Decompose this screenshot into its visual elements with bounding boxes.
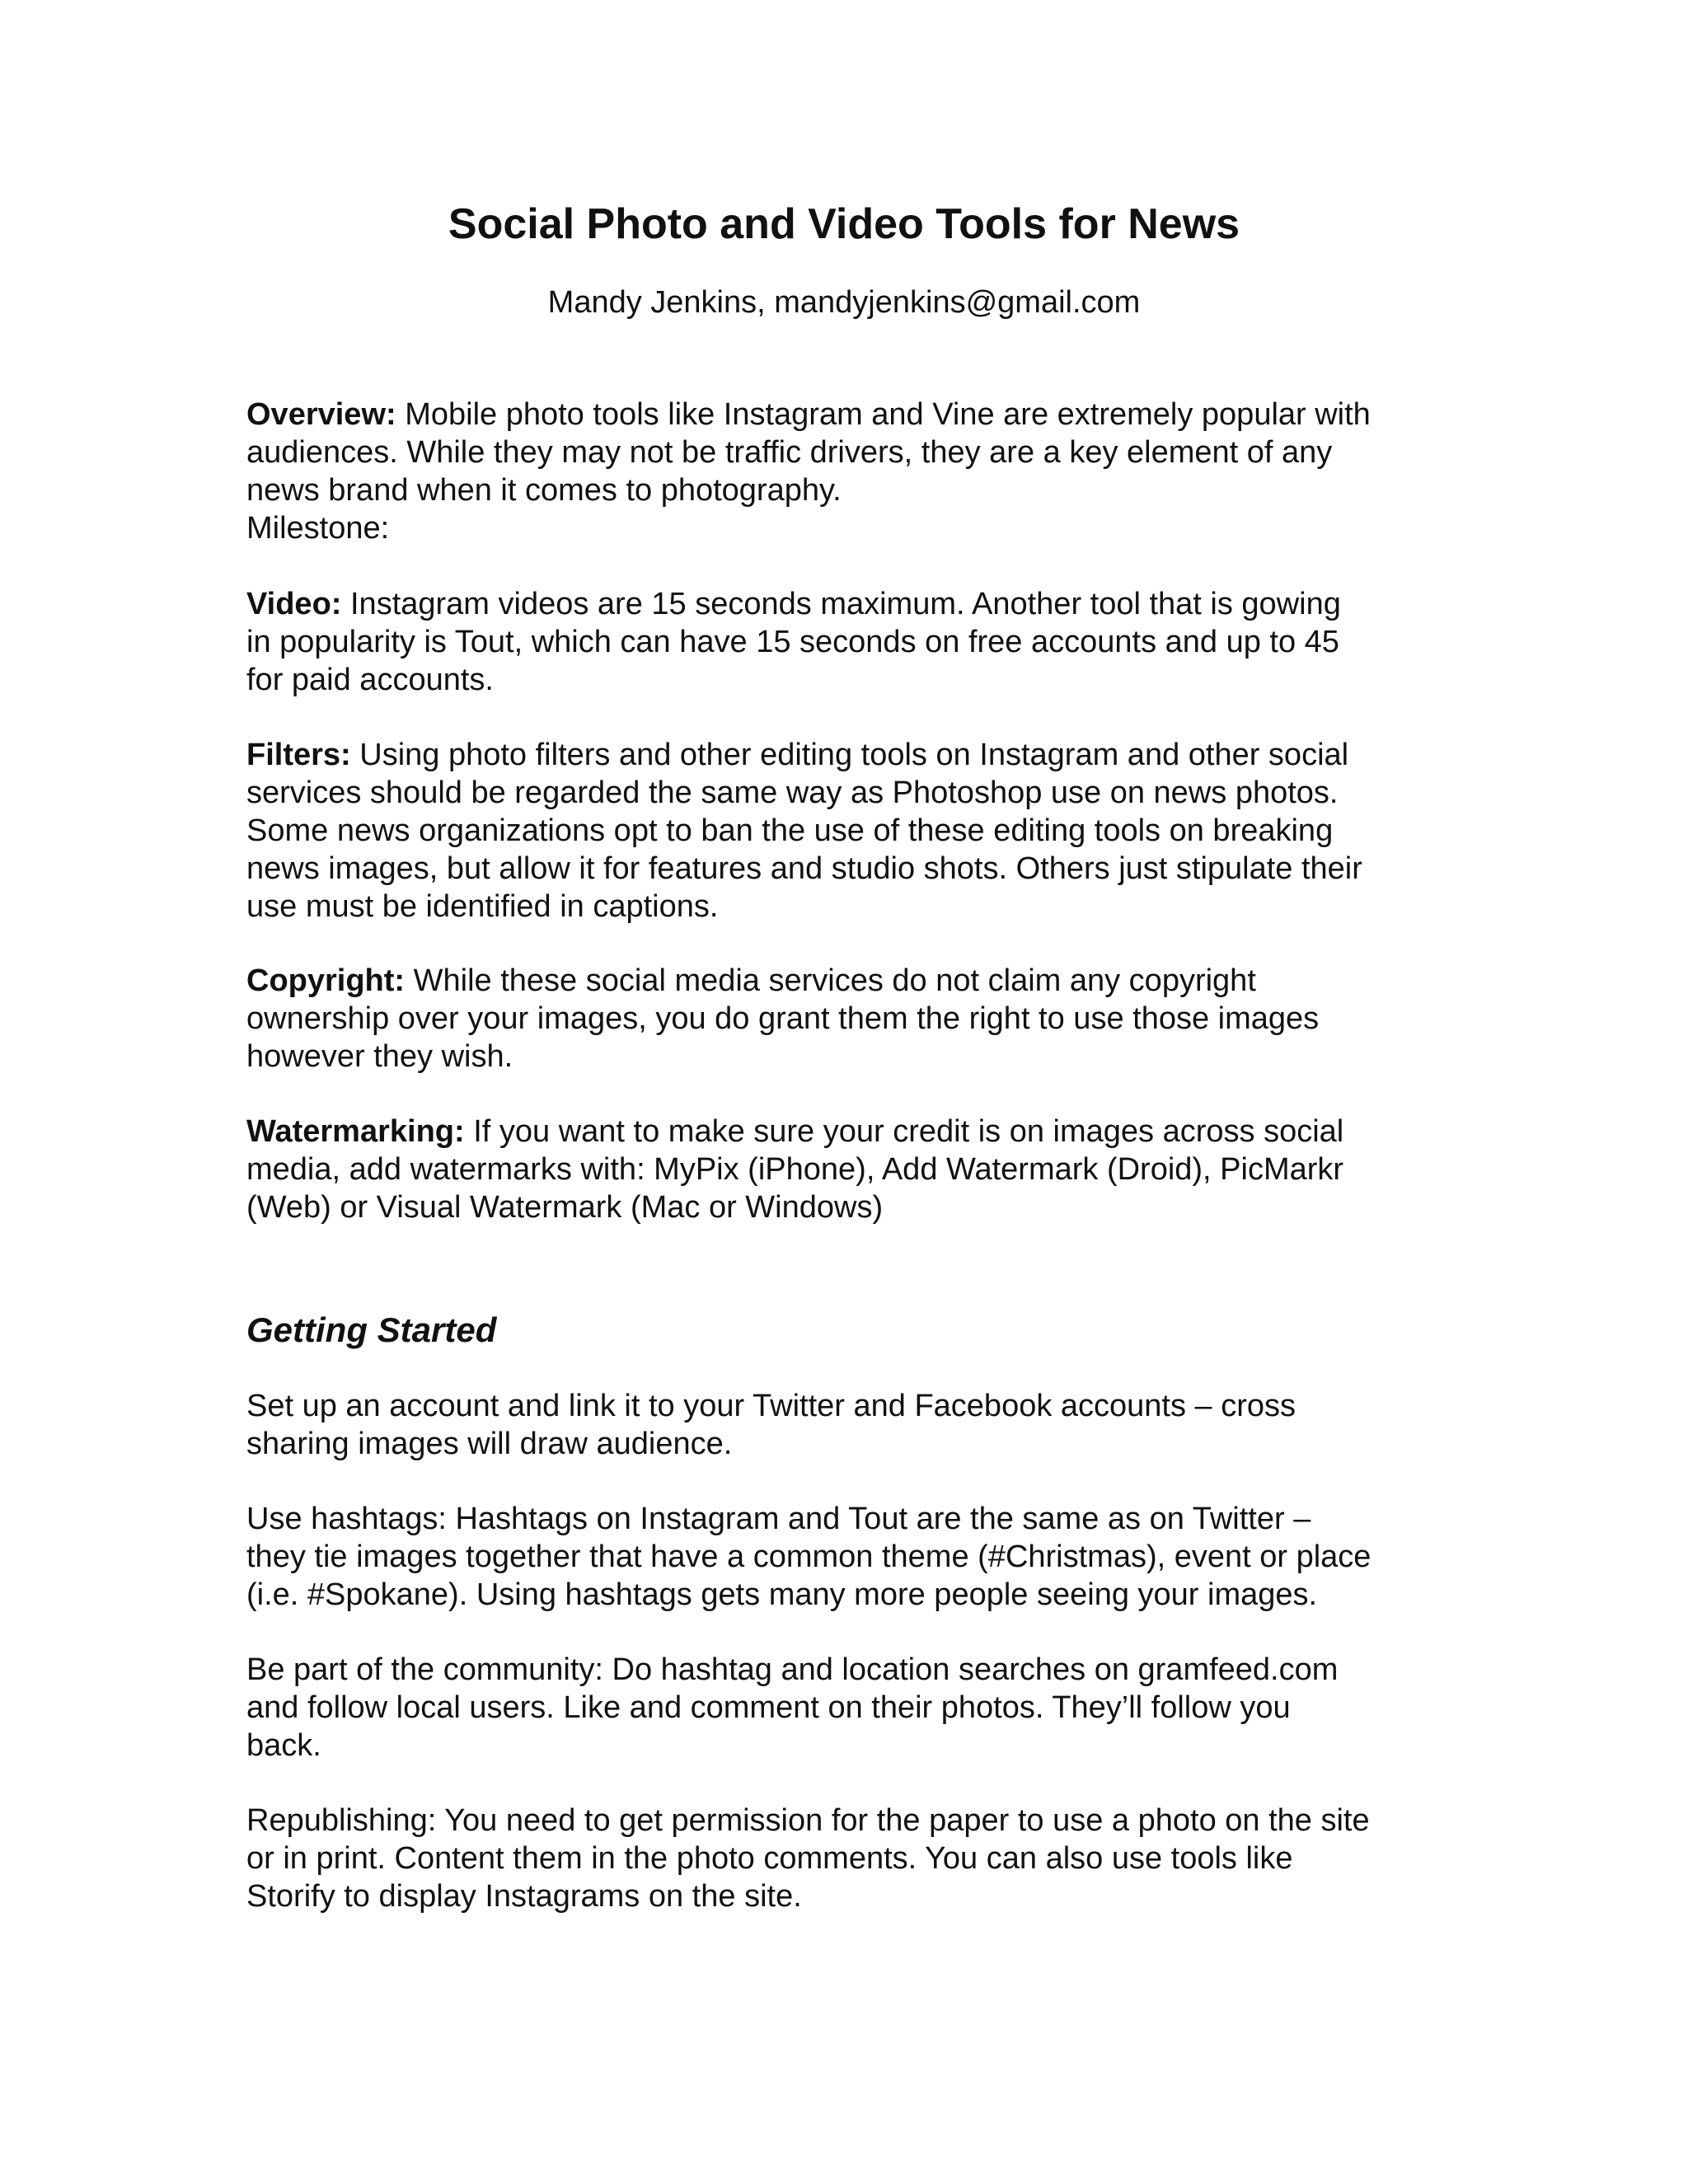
document-title: Social Photo and Video Tools for News: [448, 200, 1240, 248]
copyright-label: Copyright:: [246, 963, 406, 998]
filters-text: Using photo filters and other editing tools on Instagram and other social services should be regarded the same way as Photoshop use on news photos. Some news organizations opt to ban the use of these editing tools on breaking news images, but allow it for features and studio shots. Others just stipulate their use must be identified in captions.: [246, 738, 1362, 924]
watermarking-paragraph: [246, 1113, 1450, 1226]
video-label: Video:: [246, 587, 342, 621]
setup-account-paragraph: Set up an account and link it to your Twitter and Facebook accounts – cross sharing images will draw audience.: [246, 1389, 1296, 1461]
video-paragraph: [246, 585, 1450, 699]
overview-label: Overview:: [246, 397, 396, 432]
getting-started-heading: Getting Started: [246, 1310, 497, 1349]
hashtags-paragraph: Use hashtags: Hashtags on Instagram and Tout are the same as on Twitter – they tie images together that have a common theme (#Christmas), event or place (i.e. #Spokane). Using hashtags gets many more people seeing your images.: [246, 1502, 1372, 1612]
copyright-paragraph: [246, 962, 1450, 1076]
filters-label: Filters:: [246, 738, 351, 772]
copyright-text: While these social media services do not claim any copyright ownership over your images, you do grant them the right to use those images however they wish.: [246, 963, 1320, 1074]
watermarking-label: Watermarking:: [246, 1114, 465, 1149]
republishing-paragraph: Republishing: You need to get permission for the paper to use a photo on the site or in print. Content them in the photo comments. You can also use tools like Storify to display Instagrams on the site.: [246, 1803, 1370, 1914]
community-paragraph: Be part of the community: Do hashtag and location searches on gramfeed.com and follow local users. Like and comment on their photos. They’ll follow you back.: [246, 1652, 1339, 1763]
overview-paragraph: [246, 396, 1450, 547]
filters-paragraph: [246, 736, 1450, 926]
overview-text: Mobile photo tools like Instagram and Vine are extremely popular with audiences. While they may not be traffic drivers, they are a key element of any news brand when it comes to photography. Milestone:: [246, 397, 1371, 546]
watermarking-text: If you want to make sure your credit is on images across social media, add watermarks with: MyPix (iPhone), Add Watermark (Droid), PicMarkr (Web) or Visual Watermark (Mac or Windows): [246, 1114, 1344, 1225]
video-text: Instagram videos are 15 seconds maximum. Another tool that is gowing in popularity is Tout, which can have 15 seconds on free accounts and up to 45 for paid accounts.: [246, 587, 1341, 697]
author-line: Mandy Jenkins, mandyjenkins@gmail.com: [547, 285, 1141, 320]
